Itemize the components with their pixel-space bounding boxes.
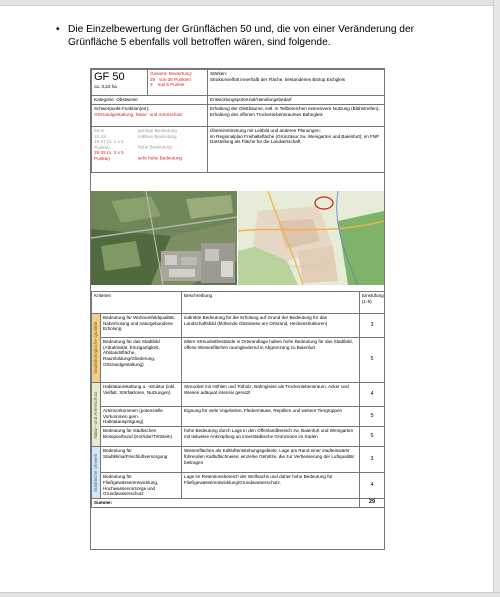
- score-cell: 3: [360, 314, 385, 338]
- sum-row: [92, 499, 385, 508]
- table-row: Bedeutung für das Stadtbild (Attraktivität, Einzigartigkeit, Abstandsfläche, Raumbildung/Gliederung, Ortsrandgestaltung) ältere Streuobstbestände in Ortsrandlage haben hohe Bedeutung für das Stadtbild, offene Wiesenflächen raumgliedernd in Abgrenzung zu Baienfurt 5: [92, 338, 385, 383]
- assessment-sheet: [90, 68, 385, 550]
- group-label-stadtoekologie: Stadtökologische Qualität: [92, 314, 101, 383]
- intro-text: Die Einzelbewertung der Grünflächen 50 und, die von einer Veränderung der Grünfläche 5 ebenfalls voll betroffen wären, sind folgende.: [68, 24, 415, 48]
- score-cell: 4: [360, 383, 385, 407]
- col-header-einstufung: Einstufung (1-5): [360, 292, 385, 314]
- vertical-scrollbar[interactable]: [493, 0, 500, 597]
- header-table: [91, 69, 385, 173]
- criteria-table: [91, 291, 385, 508]
- score-cell: 4: [360, 473, 385, 499]
- table-row: Natur- und Artenschutz Habitatausstattung u. -struktur (inkl. Vielfalt, Störfaktoren, Nutzungen) Streuobst mit Höhlen und Totholz, Bahngleise als Trockenlebensraum, Acker und Wiesen adäquat intensiv genutzt 4: [92, 383, 385, 407]
- photo-strip: [91, 191, 384, 285]
- col-header-beschreibung: Beschreibung: [182, 292, 360, 314]
- category-cell: Kategorie: Obstwiese: [92, 96, 208, 105]
- group-label-naturschutz: Natur- und Artenschutz: [92, 383, 101, 447]
- window-bottom-edge: [0, 592, 500, 597]
- area-code: GF 50: [94, 71, 125, 83]
- area-size: ca. 3,24 ha: [94, 84, 117, 89]
- plans-cell: [208, 127, 385, 173]
- focus-function-cell: Schwerpunkt-Funktion(en): Ortsrandgestaltung, Natur- und Artenschutz: [92, 105, 208, 127]
- focus-function-value: Ortsrandgestaltung, Natur- und Artenschutz: [94, 111, 183, 117]
- window-top-edge: [0, 0, 500, 6]
- score-cell: 3: [360, 447, 385, 473]
- sum-label: Summe:: [92, 499, 360, 508]
- area-code-cell: [92, 70, 148, 96]
- score-cell: 5: [360, 407, 385, 427]
- group-label-umwelt: Städtische Umwelt: [92, 447, 101, 499]
- overall-score-cell: Gesamt- Bewertung: 29 von 35 Punkten 3 mal 5 Punkte: [148, 70, 208, 96]
- aerial-photo: [91, 191, 237, 285]
- development-text: Erhaltung der Obstbäume, evtl. in Teilbereichen extensivere Nutzung (Blühstreifen), Erhaltung des offenen Trockenlebensraumes Bahngleis: [208, 105, 385, 127]
- bullet-icon: •: [56, 24, 60, 35]
- score-cell: 5: [360, 338, 385, 383]
- table-row: Städtische Umwelt Bedeutung für Stadtklima/Frischluftversorgung Wiesenflächen als Kaltluftentstehungsgebiete. Lage am Rand einer stadteinwärts führenden Kaltluftschneise; einzelne Gehölze, die zur Verbesserung der Luftqualität beitragen 3: [92, 447, 385, 473]
- table-row: Bedeutung für Fließgewässerentwicklung, Hochwasservorsorge und Grundwasserschutz Lage im Retentionsbereich der Wolfsachs und daher hohe Bedeutung für Fließgewässerentwicklung/Grundwasserschutz. 4: [92, 473, 385, 499]
- plans-label: Übereinstimmung mit Leitbild und anderen Planungen:: [210, 128, 321, 133]
- location-map: [238, 191, 384, 285]
- table-row: Stadtökologische Qualität Bedeutung für Wohnumfeldqualität, Naherholung und naturgebundene Erholung indirekte Bedeutung für die Erholung auf Grund der Bedeutung für das Landschaftsbild (blühende Obstwiese am Ortsrand, Heckenstrukturen) 3: [92, 314, 385, 338]
- intro-paragraph: [56, 24, 428, 49]
- table-row: Artenvorkommen (potenzielle Vorkommen gem. Habitatausprägung) Eignung für viele Vogelarten, Fledermäuse, Reptilien und weitere Tiergruppen 5: [92, 407, 385, 427]
- strengths-text: Strukturvielfalt innerhalb der Fläche, bestandenes Biotop Eichgleis: [210, 76, 346, 82]
- plans-text: im Regionalplan Freihaltefläche (Grünzäsur zw. Weingarten und Baienfurt); im FNP Darstellung als Fläche für die Landwirtschaft: [210, 133, 380, 145]
- strengths-cell: [208, 70, 385, 96]
- rating-legend: bis 9 geringe Bedeutung 10-18 mittlere Bedeutung 19-27 (o. 1 x 5 Punkte) hohe Bedeutung 28-35 (o. 3 x 5 Punkte) sehr hohe Bedeutung: [92, 127, 208, 173]
- strengths-label: Stärken:: [210, 71, 228, 76]
- sum-value: 29: [360, 499, 385, 508]
- score-cell: 5: [360, 427, 385, 447]
- development-label: Entwicklungspotenzial/Handlungsbedarf: [208, 96, 385, 105]
- col-header-kriterien: Kriterien: [92, 292, 182, 314]
- table-row: Bedeutung für städtischen Biotopverbund (Korridor/Trittstein) hohe Bedeutung durch Lage in den Offenlandbereich zw. Baienfurt und Weingarten mit teilweise Anknüpfung an innerstädtische Grünzonen im Süden 5: [92, 427, 385, 447]
- overall-score-label: Gesamt- Bewertung:: [150, 71, 193, 76]
